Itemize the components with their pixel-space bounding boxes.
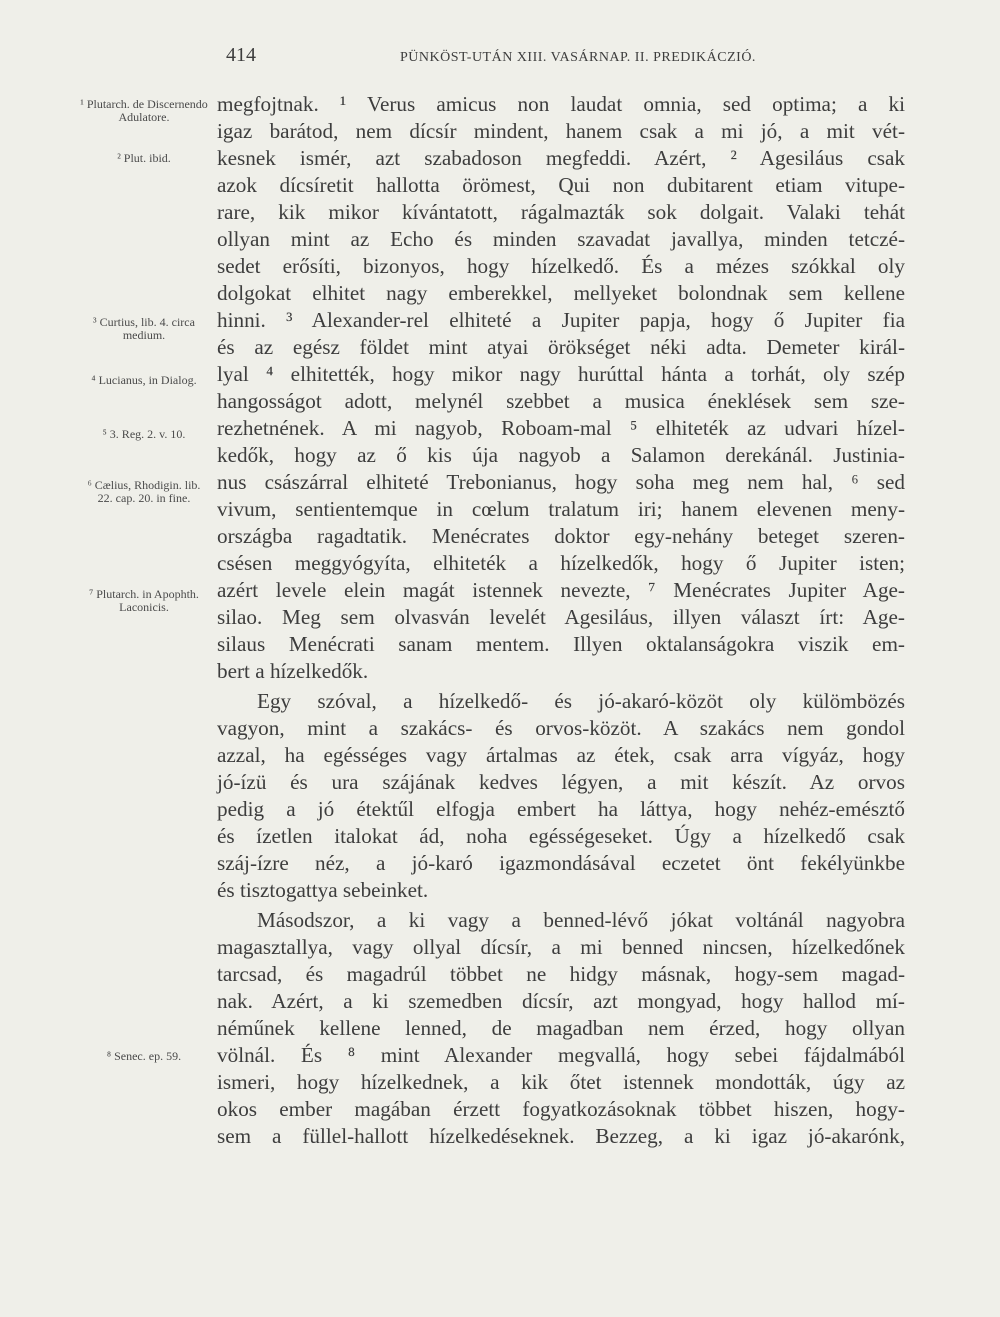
text-line: bert a hízelkedők. xyxy=(217,659,369,683)
text-line: rezhetnének. A mi nagyob, Roboam-mal ⁵ elhiteték az udvari hízel- xyxy=(217,416,905,440)
text-line: azért levele elein magát istennek nevezte, ⁷ Menécrates Jupiter Age- xyxy=(217,578,905,602)
text-line: néműnek kellene lenned, de magadban nem érzed, hogy ollyan xyxy=(217,1016,905,1040)
text-line: Egy szóval, a hízelkedő- és jó-akaró-közöt oly külömbözés xyxy=(257,689,905,713)
text-line: és tisztogattya sebeinket. xyxy=(217,878,429,902)
text-line: silao. Meg sem olvasván levelét Agesiláus, illyen választ írt: Age- xyxy=(217,605,905,629)
text-line: megfojtnak. ¹ Verus amicus non laudat omnia, sed optima; a ki xyxy=(217,92,905,116)
text-line: kedők, hogy az ő kis úja nagyob a Salamon derekánál. Justinia- xyxy=(217,443,905,467)
text-line: dolgokat elhitet nagy emberekkel, mellyeket bolondnak sem kellene xyxy=(217,281,905,305)
text-line: pedig a jó étektűl elfogja embert ha láttya, hogy nehéz-emésztő xyxy=(217,797,905,821)
text-line: tarcsad, és magadrúl többet ne hidgy másnak, hogy-sem magad- xyxy=(217,962,905,986)
text-line: völnál. És ⁸ mint Alexander megvallá, hogy sebei fájdalmából xyxy=(217,1043,905,1067)
page-header xyxy=(0,44,1000,74)
running-title: PÜNKÖST-UTÁN XIII. VASÁRNAP. II. PREDIKÁCZIÓ. xyxy=(400,50,756,65)
text-line: azzal, ha egésséges vagy ártalmas az étek, csak arra vígyáz, hogy xyxy=(217,743,905,767)
margin-note: ⁷ Plutarch. in Apophth. Laconicis. xyxy=(89,587,199,614)
margin-note: ⁶ Cælius, Rhodigin. lib. 22. cap. 20. in fine. xyxy=(87,478,201,505)
margin-note: ¹ Plutarch. de Discernendo Adulatore. xyxy=(80,97,208,124)
text-line: száj-ízre néz, a jó-karó igazmondásával eczetet önt fekélyünkbe xyxy=(217,851,905,875)
margin-note: ⁵ 3. Reg. 2. v. 10. xyxy=(102,427,186,441)
text-line: sedet erősíti, bizonyos, hogy hízelkedő. És a mézes szókkal oly xyxy=(217,254,905,278)
text-line: jó-ízü és ura szájának kedves légyen, a mit készít. Az orvos xyxy=(217,770,905,794)
text-line: azok dícsíretit hallotta örömest, Qui non dubitarent etiam vitupe- xyxy=(217,173,905,197)
text-line: silaus Menécrati sanam mentem. Illyen oktalanságokra viszik em- xyxy=(217,632,905,656)
text-line: sem a füllel-hallott hízelkedéseknek. Bezzeg, a ki igaz jó-akarónk, xyxy=(217,1124,905,1148)
text-line: csésen meggyógyíta, elhiteték a hízelkedők, hogy ő Jupiter isten; xyxy=(217,551,905,575)
margin-note: ² Plut. ibid. xyxy=(117,151,171,165)
text-line: kesnek ismér, azt szabadoson megfeddi. Azért, ² Agesiláus csak xyxy=(217,146,905,170)
text-line: országba ragadtatik. Menécrates doktor egy-nehány beteget szeren- xyxy=(217,524,905,548)
text-line: lyal ⁴ elhitették, hogy mikor nagy hurúttal hánta a torhát, oly szép xyxy=(217,362,905,386)
text-line: és ízetlen italokat ád, noha egésségeseket. Úgy a hízelkedő csak xyxy=(217,824,905,848)
text-line: vagyon, mint a szakács- és orvos-közöt. A szakács nem gondol xyxy=(217,716,905,740)
text-line: ismeri, hogy hízelkednek, a kik őtet istennek mondották, úgy az xyxy=(217,1070,905,1094)
text-line: nak. Azért, a ki szemedben dícsír, azt mongyad, hogy hallod mí- xyxy=(217,989,905,1013)
text-line: magasztallya, vagy ollyal dícsír, a mi benned nincsen, hízelkedőnek xyxy=(217,935,905,959)
text-line: igaz barátod, nem dícsír mindent, hanem csak a mi jó, a mit vét- xyxy=(217,119,905,143)
text-line: hangosságot adott, melynél szebbet a musica éneklések sem sze- xyxy=(217,389,905,413)
margin-note: ⁴ Lucianus, in Dialog. xyxy=(91,373,197,387)
text-line: okos ember magában érzett fogyatkozásoknak többet hiszen, hogy- xyxy=(217,1097,905,1121)
text-line: és az egész földet mint atyai örökséget néki adta. Demeter királ- xyxy=(217,335,905,359)
text-line: nus császárral elhiteté Trebonianus, hogy soha meg nem hal, ⁶ sed xyxy=(217,470,905,494)
text-line: Másodszor, a ki vagy a benned-lévő jókat voltánál nagyobra xyxy=(257,908,905,932)
page-number: 414 xyxy=(226,44,256,66)
margin-note: ³ Curtius, lib. 4. circa medium. xyxy=(93,315,195,342)
text-line: vivum, sentientemque in cœlum tralatum iri; hanem elevenen meny- xyxy=(217,497,905,521)
text-line: hinni. ³ Alexander-rel elhiteté a Jupiter papja, hogy ő Jupiter fia xyxy=(217,308,905,332)
text-line: rare, kik mikor kívántatott, rágalmazták sok dolgait. Valaki tehát xyxy=(217,200,905,224)
margin-note: ⁸ Senec. ep. 59. xyxy=(106,1049,182,1063)
body-text xyxy=(217,91,905,1150)
text-line: ollyan mint az Echo és minden szavadat javallya, minden tetczé- xyxy=(217,227,905,251)
